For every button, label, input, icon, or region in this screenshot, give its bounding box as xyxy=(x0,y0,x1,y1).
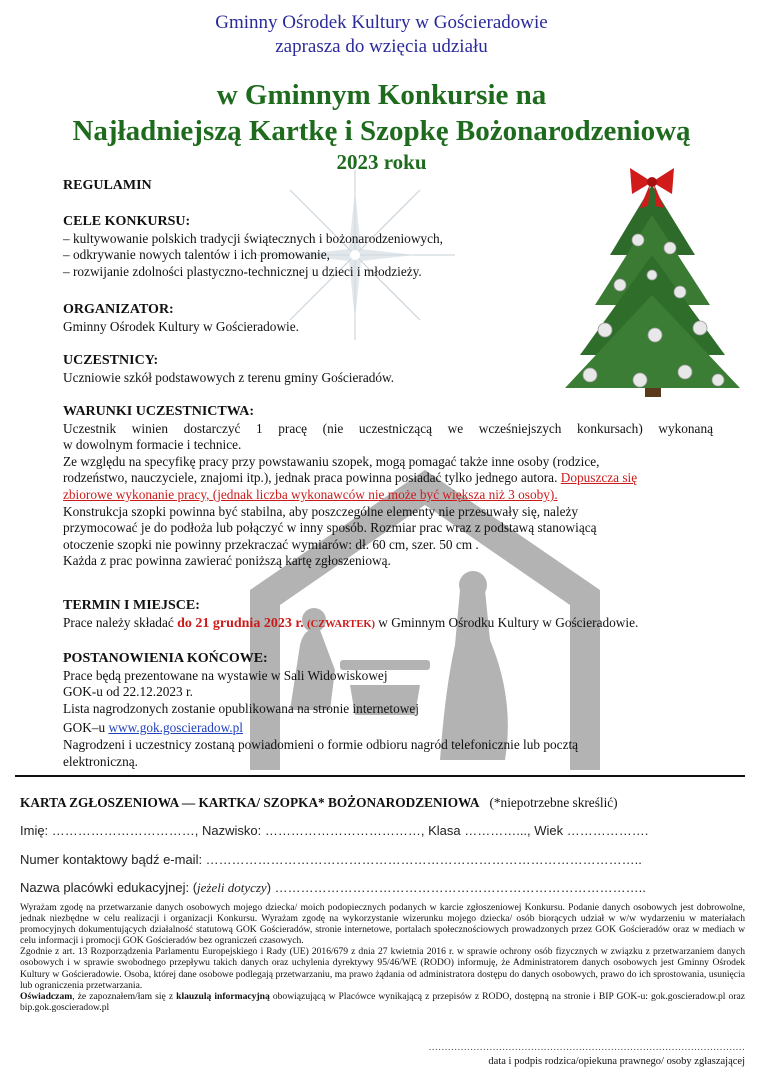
termin-post: w Gminnym Ośrodku Kultury w Gościeradowie. xyxy=(374,614,639,630)
postanowienia-text: Prace będą prezentowane na wystawie w Sali Widowiskowej xyxy=(63,667,388,683)
school-label: Nazwa placówki edukacyjnej: ( xyxy=(20,880,198,895)
termin-section xyxy=(63,598,723,633)
termin-pre: Prace należy składać xyxy=(63,614,178,630)
consent-paragraph xyxy=(20,991,745,1013)
warunki-text: w dowolnym formacie i technice. xyxy=(63,437,242,453)
postanowienia-section xyxy=(63,651,703,770)
termin-text xyxy=(63,615,723,634)
cele-item: – rozwijanie zdolności plastyczno-technicznej u dzieci i młodzieży. xyxy=(63,263,422,279)
postanowienia-text xyxy=(63,720,703,737)
cele-item: – kultywowanie polskich tradycji świątecznych i bożonarodzeniowych, xyxy=(63,230,443,246)
warunki-highlight: zbiorowe wykonanie pracy, (jednak liczba wykonawców nie może być większa niż 3 osoby). xyxy=(63,486,558,502)
organizator-title: ORGANIZATOR: xyxy=(63,302,174,317)
postanowienia-text: Lista nagrodzonych zostanie opublikowana na stronie internetowej xyxy=(63,700,419,716)
warunki-text: Uczestnik winien dostarczyć 1 pracę (nie uczestniczącą we wcześniejszych konkursach) wykonaną xyxy=(63,420,713,436)
warunki-highlight: Dopuszcza się xyxy=(560,470,638,486)
termin-day: (CZWARTEK) xyxy=(307,618,375,630)
uczestnicy-section xyxy=(63,353,394,386)
school-optional: jeżeli dotyczy xyxy=(197,880,267,895)
christmas-tree-image xyxy=(560,160,745,410)
consent-paragraph: Wyrażam zgodę na przetwarzanie danych osobowych mojego dziecka/ moich podopiecznych podanych w karcie zgłoszeniowej Konkursu. Podanie danych osobowych jest dobrowolne, jednak niezbędne w celu realizacji i organizacji Konkursu. Wyrażam zgodę na wykorzystanie wizerunku mojego dziecka/ osób biorących udział w w/w wydarzeniu w materiałach promocyjnych dokumentujących działalność statutową GOK Gościeradów, stronie internetowe, portalach społecznościowych prowadzonych przez GOK Gościeradów oraz w mediach w celu informacji i promocji GOK Gościeradów bez ograniczeń czasowych. xyxy=(20,902,745,947)
warunki-title: WARUNKI UCZESTNICTWA: xyxy=(63,404,254,419)
postanowienia-text: elektroniczną. xyxy=(63,753,138,769)
warunki-section xyxy=(63,404,713,570)
form-row-name[interactable]: Imię: ……………………………, Nazwisko: ………………………………, Klasa …………..., Wiek ………………. xyxy=(20,823,649,838)
termin-date: do 21 grudnia 2023 r. xyxy=(177,615,304,631)
uczestnicy-title: UCZESTNICY: xyxy=(63,353,159,368)
cele-title: CELE KONKURSU: xyxy=(63,214,191,229)
warunki-text: Ze względu na specyfikę pracy przy powstawaniu szopek, mogą pomagać także inne osoby (rodzice, xyxy=(63,453,600,469)
warunki-text: przymocować je do podłoża lub połączyć w inny sposób. Rozmiar prac wraz z podstawą stanowiącą xyxy=(63,520,597,536)
karta-note: (*niepotrzebne skreślić) xyxy=(489,795,618,810)
warunki-text: Każda z prac powinna zawierać poniższą kartę zgłoszeniową. xyxy=(63,553,391,569)
postanowienia-text: GOK-u od 22.12.2023 r. xyxy=(63,684,194,700)
organizator-text: Gminny Ośrodek Kultury w Gościeradowie. xyxy=(63,318,299,334)
form-row-school[interactable] xyxy=(20,880,646,896)
cele-section xyxy=(63,214,623,280)
consent-bold: klauzulą informacyjną xyxy=(176,990,270,1002)
warunki-text xyxy=(63,470,713,487)
warunki-text-part: rodzeństwo, nauczyciele, znajomi itp.), jednak praca powinna posiadać tylko jednego autora. xyxy=(63,470,558,486)
page-title-line2: Najładniejszą Kartkę i Szopkę Bożonarodzeniową xyxy=(72,115,691,147)
consent-text: , że zapoznałem/łam się z xyxy=(72,990,177,1002)
regulamin-heading: REGULAMIN xyxy=(63,178,152,193)
signature-line[interactable]: ……………………………………………………………………………………… xyxy=(428,1042,745,1053)
consent-block xyxy=(20,902,745,1013)
uczestnicy-text: Uczniowie szkół podstawowych z terenu gminy Gościeradów. xyxy=(63,369,395,385)
cele-item: – odkrywanie nowych talentów i ich promowanie, xyxy=(63,247,330,263)
karta-heading xyxy=(20,795,618,811)
organizator-section xyxy=(63,302,299,335)
warunki-text: otoczenie szopki nie powinny przekraczać wymiarów: dł. 60 cm, szer. 50 cm . xyxy=(63,536,479,552)
signature-label: data i podpis rodzica/opiekuna prawnego/ osoby zgłaszającej xyxy=(488,1056,745,1067)
organizer-line: Gminny Ośrodek Kultury w Gościeradowie xyxy=(215,12,548,33)
page-title-year: 2023 roku xyxy=(336,150,427,174)
consent-bold: Oświadczam xyxy=(20,990,73,1002)
section-divider xyxy=(15,775,745,777)
school-dots: ) ………………………………………………………………………….. xyxy=(266,880,646,895)
gok-prefix: GOK–u xyxy=(63,720,109,736)
warunki-text: Konstrukcja szopki powinna być stabilna, aby poszczególne elementy nie przesuwały się, należy xyxy=(63,503,579,519)
gok-website-link[interactable]: www.gok.goscieradow.pl xyxy=(108,720,243,736)
termin-title: TERMIN I MIEJSCE: xyxy=(63,598,200,613)
postanowienia-text: Nagrodzeni i uczestnicy zostaną powiadomieni o formie odbioru nagród telefonicznie lub pocztą xyxy=(63,736,579,752)
karta-title: KARTA ZGŁOSZENIOWA — KARTKA/ SZOPKA* BOŻONARODZENIOWA xyxy=(20,795,480,810)
invitation-line: zaprasza do wzięcia udziału xyxy=(275,36,488,57)
consent-text: obowiązującą w Placówce wynikającą z przepisów z RODO, dostępną na stronie i BIP GOK-u: gok.goscieradow.pl oraz bip.gok.goscieradow.pl xyxy=(20,990,745,1013)
postanowienia-title: POSTANOWIENIA KOŃCOWE: xyxy=(63,651,268,666)
form-row-contact[interactable]: Numer kontaktowy bądź e-mail: ……………………………………………………………………………………….. xyxy=(20,852,642,867)
page-title: w Gminnym Konkursie na xyxy=(216,79,547,111)
consent-paragraph: Zgodnie z art. 13 Rozporządzenia Parlamentu Europejskiego i Rady (UE) 2016/679 z dnia 27 kwietnia 2016 r. w sprawie ochrony osób fizycznych w związku z przetwarzaniem danych osobowych i w sprawie swobodnego przepływu takich danych oraz uchylenia dyrektywy 95/46/WE (RODO) informuję, że Administratorem danych osobowych jest Gminny Ośrodek Kultury w Gościeradowie. Osoba, której dane osobowe podlegają przetwarzaniu, ma prawo żądania od administratora dostępu do danych osobowych, prawo do ich sprostowania, usunięcia lub ograniczenia przetwarzania. xyxy=(20,946,745,991)
